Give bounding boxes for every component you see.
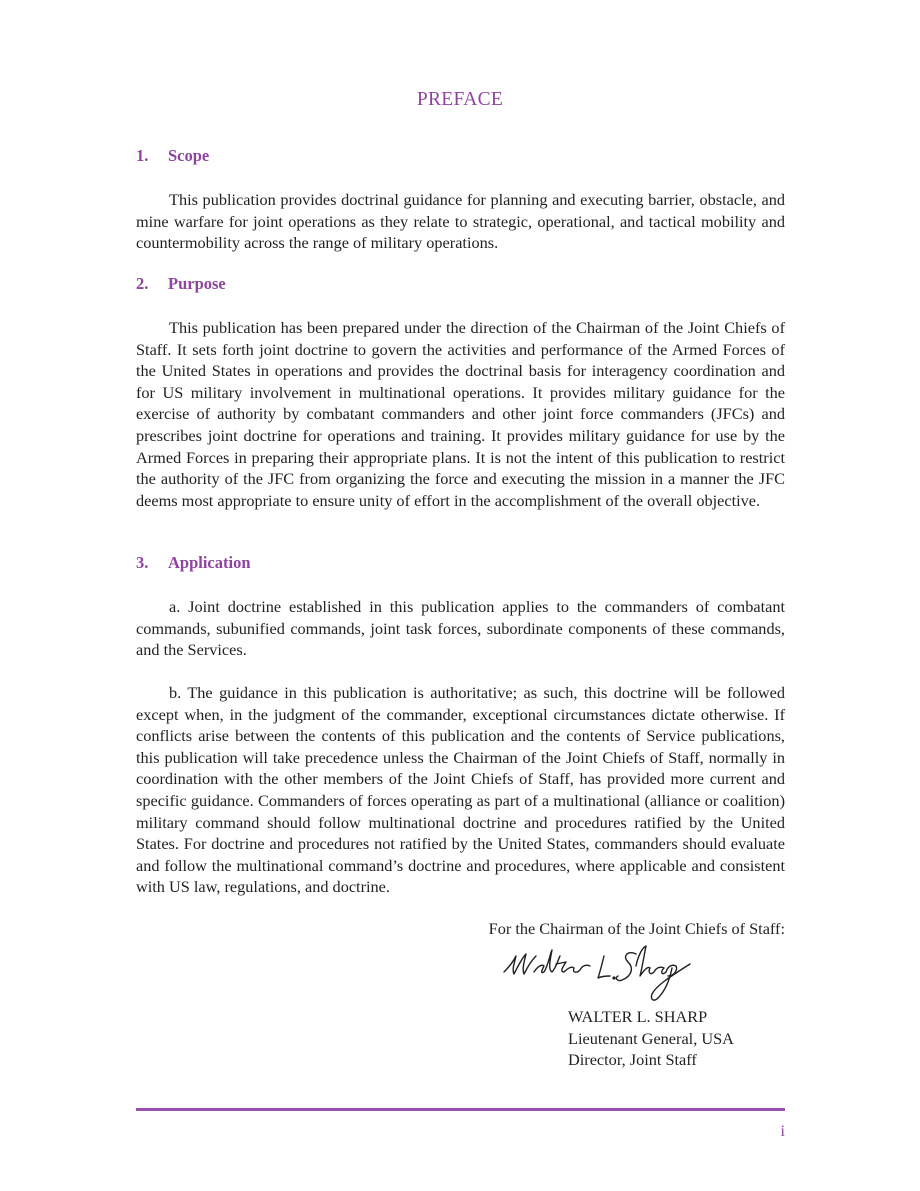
section-number: 1. (136, 146, 149, 165)
signer-rank: Lieutenant General, USA (568, 1028, 734, 1048)
signer-position: Director, Joint Staff (568, 1050, 697, 1070)
signer-name: WALTER L. SHARP (568, 1007, 708, 1026)
section-heading-application (136, 553, 251, 573)
section-heading-label: Scope (168, 146, 210, 165)
application-paragraph-a: a. Joint doctrine established in this publication applies to the commanders of combatant commands, subunified commands, joint task forces, subordinate components of these commands, and the Services. (136, 597, 785, 660)
footer-rule (136, 1108, 785, 1111)
signature-image (500, 942, 700, 1004)
scope-paragraph: This publication provides doctrinal guidance for planning and executing barrier, obstacle, and mine warfare for joint operations as they relate to strategic, operational, and tactical mobility and countermobility across the range of military operations. (136, 190, 785, 253)
section-heading-label: Application (168, 553, 251, 572)
closing-line: For the Chairman of the Joint Chiefs of Staff: (488, 919, 785, 938)
section-number: 2. (136, 274, 149, 293)
page-number: i (780, 1123, 785, 1140)
section-heading-label: Purpose (168, 274, 226, 293)
purpose-paragraph: This publication has been prepared under the direction of the Chairman of the Joint Chiefs of Staff. It sets forth joint doctrine to govern the activities and performance of the Armed Forces of the United States in operations and provides the doctrinal basis for interagency coordination and for US military involvement in multinational operations. It provides military guidance for the exercise of authority by combatant commanders and other joint force commanders (JFCs) and prescribes joint doctrine for operations and training. It provides military guidance for use by the Armed Forces in preparing their appropriate plans. It is not the intent of this publication to restrict the authority of the JFC from organizing the force and executing the mission in a manner the JFC deems most appropriate to ensure unity of effort in the accomplishment of the overall objective. (136, 318, 785, 510)
section-heading-purpose (136, 274, 226, 294)
section-number: 3. (136, 553, 149, 572)
page-title: PREFACE (416, 89, 504, 110)
section-heading-scope (136, 146, 209, 166)
signer-block (568, 1006, 734, 1071)
application-paragraph-b: b. The guidance in this publication is authoritative; as such, this doctrine will be followed except when, in the judgment of the commander, exceptional circumstances dictate otherwise. If conflicts arise between the contents of this publication and the contents of Service publications, this publication will take precedence unless the Chairman of the Joint Chiefs of Staff, normally in coordination with the other members of the Joint Chiefs of Staff, has provided more current and specific guidance. Commanders of forces operating as part of a multinational (alliance or coalition) military command should follow multinational doctrine and procedures ratified by the United States. For doctrine and procedures not ratified by the United States, commanders should evaluate and follow the multinational command’s doctrine and procedures, where applicable and consistent with US law, regulations, and doctrine. (136, 683, 785, 897)
